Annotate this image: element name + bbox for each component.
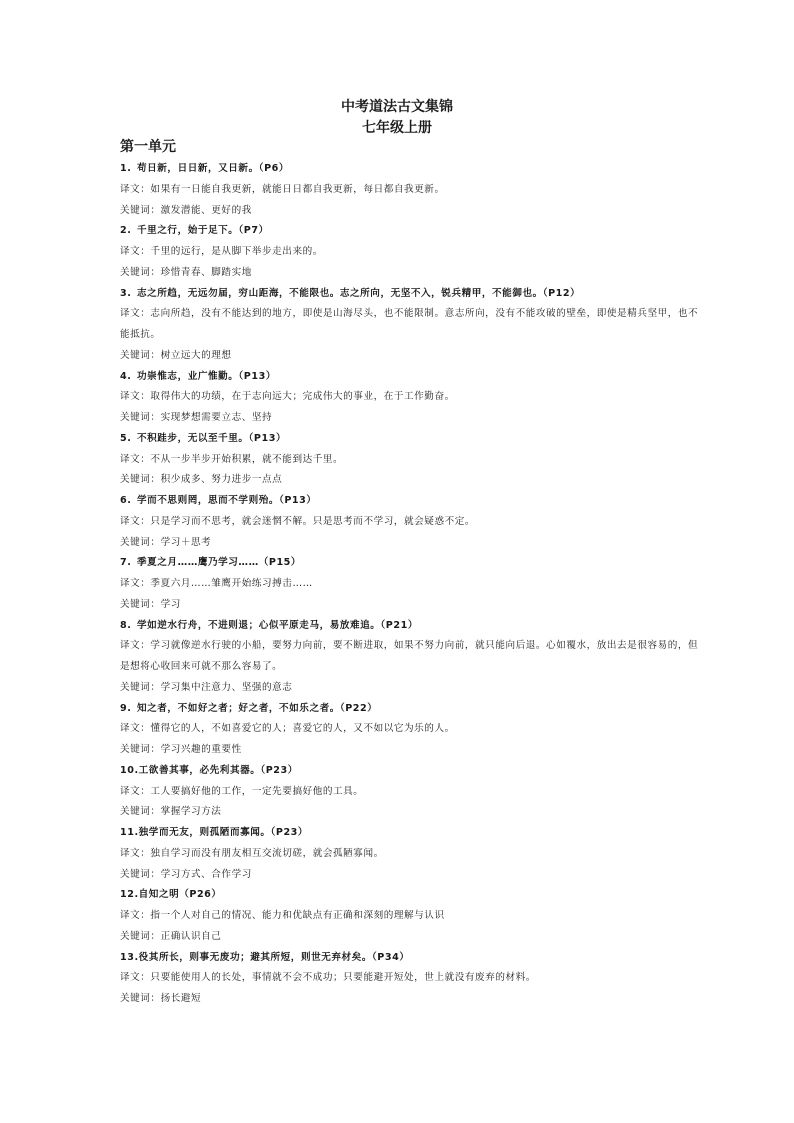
entry-quote — [120, 553, 700, 574]
entry-keywords: 关键词：树立远大的理想 — [120, 349, 232, 361]
entry-number: 9. — [120, 702, 132, 714]
entry-keywords: 关键词：学习＋思考 — [120, 536, 212, 548]
entry-quote-text: 不积跬步，无以至千里。（P13） — [137, 432, 287, 444]
entry-keywords: 关键词：掌握学习方法 — [120, 806, 222, 818]
entry-number: 6. — [120, 495, 132, 506]
entry-translation: 译文：千里的远行，是从脚下举步走出来的。 — [120, 246, 323, 257]
entry-quote — [120, 159, 700, 180]
entry-keywords: 关键词：实现梦想需要立志、坚持 — [120, 412, 273, 423]
entry-keywords: 关键词：学习方式、合作学习 — [120, 868, 252, 880]
unit-heading: 第一单元 — [120, 139, 176, 155]
entry-number: 2. — [120, 225, 132, 237]
entry-quote-text: 功崇惟志，业广惟勤。（P13） — [137, 370, 276, 382]
entry-number: 8. — [120, 619, 132, 631]
entry-translation: 译文：学习就像逆水行驶的小船，要努力向前，要不断进取，如果不努力向前，就只能向后退。心如覆水，放出去是很容易的，但是想将心收回来可就不那么容易了。 — [120, 640, 699, 672]
entry-translation: 译文：志向所趋，没有不能达到的地方，即使是山海尽头，也不能限制。意志所向，没有不能攻破的壁垒，即使是精兵坚甲，也不能抵抗。 — [120, 308, 699, 340]
entry-list — [120, 159, 700, 1010]
entry-quote — [120, 823, 700, 844]
entry-quote — [120, 221, 700, 242]
entry-quote-text: 志之所趋，无远勿届，穷山距海，不能限也。志之所向，无坚不入，锐兵精甲，不能御也。（P12） — [137, 287, 581, 299]
entry-quote-text: 季夏之月……鹰乃学习……（P15） — [137, 557, 302, 569]
entry-number: 10. — [120, 764, 139, 776]
entry-quote-text: 独学而无友，则孤陋而寡闻。（P23） — [138, 827, 309, 838]
document-title: 中考道法古文集锦 — [341, 99, 453, 115]
entry-translation: 译文：如果有一日能自我更新，就能日日都自我更新，每日都自我更新。 — [120, 183, 445, 195]
entry-translation: 译文：季夏六月……雏鹰开始练习搏击…… — [120, 578, 313, 589]
entry-quote — [120, 284, 700, 305]
document-subtitle: 七年级上册 — [362, 120, 432, 136]
entry-quote-text: 自知之明（P26） — [138, 889, 222, 901]
entry-quote — [120, 699, 700, 720]
entry-number: 7. — [120, 557, 132, 569]
entry-quote — [120, 616, 700, 637]
entry-translation: 译文：指一个人对自己的情况、能力和优缺点有正确和深刻的理解与认识 — [120, 910, 445, 921]
entry-number: 1. — [120, 163, 132, 174]
entry-translation: 译文：懂得它的人，不如喜爱它的人；喜爱它的人，又不如以它为乐的人。 — [120, 723, 455, 735]
entry-quote-text: 千里之行，始于足下。（P7） — [137, 225, 269, 237]
entry-number: 5. — [120, 432, 132, 444]
entry-keywords: 关键词：积少成多、努力进步一点点 — [120, 474, 283, 486]
entry-keywords: 关键词：正确认识自己 — [120, 930, 222, 942]
entry-number: 11. — [120, 827, 139, 838]
entry-number: 13. — [120, 951, 139, 963]
entry-number: 12. — [120, 889, 139, 901]
entry-quote-text: 工欲善其事，必先利其器。（P23） — [138, 764, 298, 776]
entry-quote-text: 苟日新，日日新，又日新。（P6） — [137, 163, 290, 174]
entry-quote — [120, 491, 700, 512]
entry-keywords: 关键词：学习 — [120, 598, 181, 610]
entry-keywords: 关键词：珍惜青春、脚踏实地 — [120, 266, 252, 278]
entry-keywords: 关键词：学习兴趣的重要性 — [120, 744, 242, 755]
entry-number: 4. — [120, 370, 132, 382]
entry-quote-text: 知之者，不如好之者；好之者，不如乐之者。（P22） — [137, 702, 378, 714]
entry-translation: 译文：只要能使用人的长处，事情就不会不成功；只要能避开短处，世上就没有废弃的材料。 — [120, 972, 536, 984]
entry-quote — [120, 429, 700, 450]
entry-quote — [120, 367, 700, 388]
entry-quote — [120, 948, 700, 969]
entry-quote-text: 学如逆水行舟，不进则退；心似平原走马，易放难追。（P21） — [137, 619, 418, 631]
entry-translation: 译文：只是学习而不思考，就会迷惘不解。只是思考而不学习，就会疑惑不定。 — [120, 515, 476, 527]
entry-keywords: 关键词：扬长避短 — [120, 993, 202, 1004]
entry-number: 3. — [120, 287, 132, 299]
entry-translation: 译文：取得伟大的功绩，在于志向远大；完成伟大的事业，在于工作勤奋。 — [120, 391, 455, 403]
entry-translation: 译文：独自学习而没有朋友相互交流切磋，就会孤陋寡闻。 — [120, 847, 384, 859]
entry-quote-text: 役其所长，则事无废功；避其所短，则世无弃材矣。（P34） — [138, 951, 410, 963]
entry-keywords: 关键词：激发潜能、更好的我 — [120, 204, 252, 216]
entry-quote-text: 学而不思则罔，思而不学则殆。（P13） — [137, 495, 317, 506]
entry-translation: 译文：工人要搞好他的工作，一定先要搞好他的工具。 — [120, 785, 364, 797]
entry-keywords: 关键词：学习集中注意力、坚强的意志 — [120, 681, 293, 693]
entry-translation: 译文：不从一步半步开始积累，就不能到达千里。 — [120, 453, 344, 465]
entry-quote — [120, 885, 700, 906]
entry-quote — [120, 761, 700, 782]
